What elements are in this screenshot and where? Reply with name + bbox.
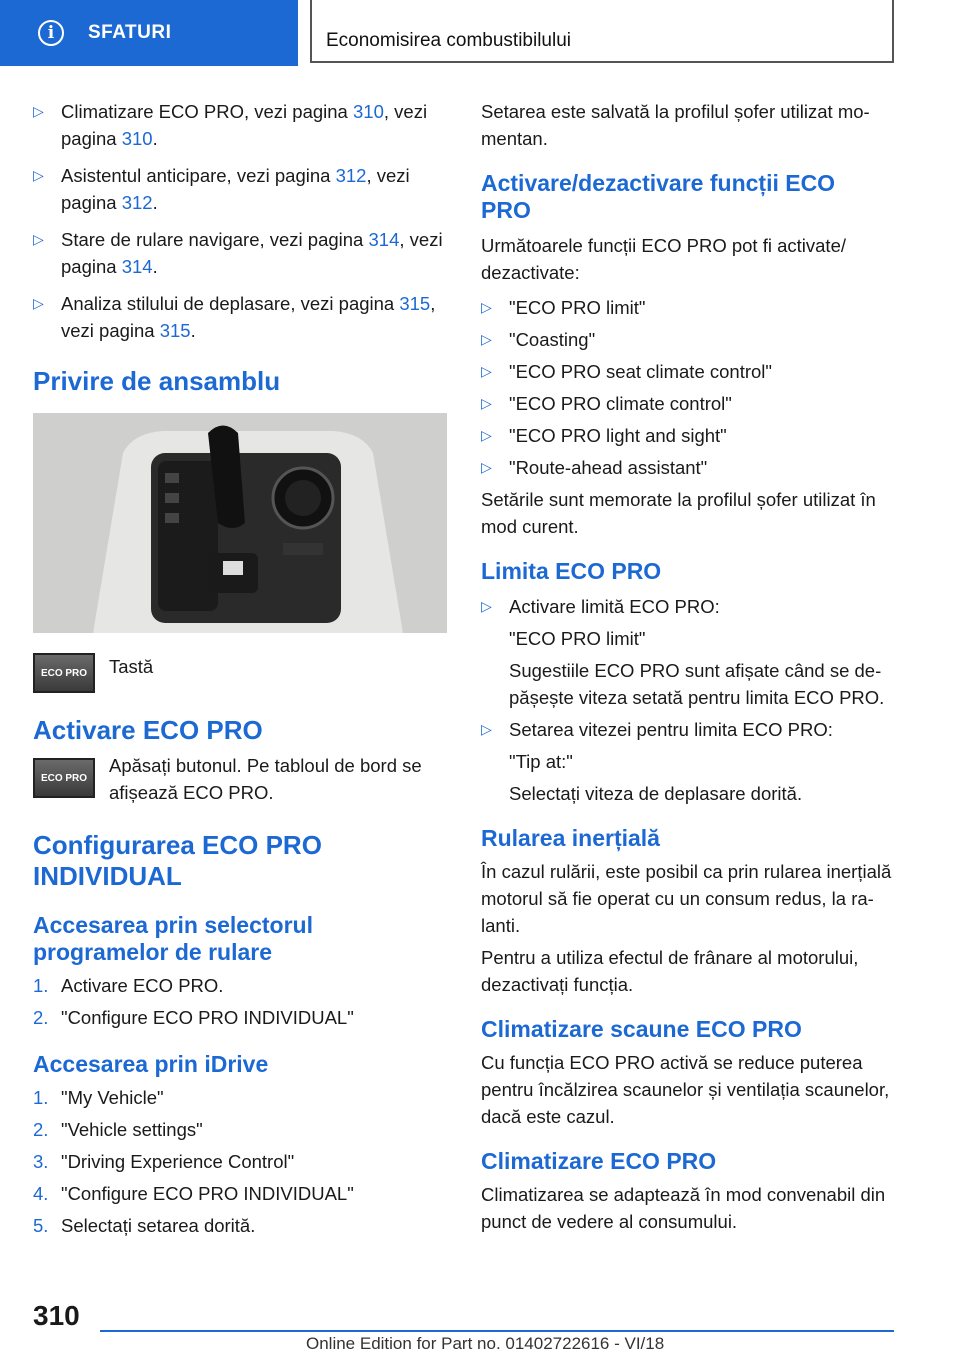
- list-item: 1. Activare ECO PRO.: [33, 975, 224, 996]
- paragraph: Setarea este salvată la profilul șofer utilizat momentan.: [481, 101, 870, 149]
- triangle-bullet-icon: ▷: [481, 721, 492, 737]
- paragraph: Setările sunt memorate la profilul șofer utilizat în mod curent.: [481, 489, 876, 537]
- paragraph: În cazul rulării, este posibil ca prin rularea inerțială motorul să fie operat cu un consum redus, la ralanti.: [481, 861, 892, 936]
- list-item: 2. "Configure ECO PRO INDIVIDUAL": [33, 1007, 354, 1028]
- triangle-bullet-icon: ▷: [33, 295, 44, 311]
- page-link[interactable]: 314: [368, 229, 400, 250]
- list-item: 5. Selectați setarea dorită.: [33, 1215, 256, 1236]
- triangle-bullet-icon: ▷: [33, 167, 44, 183]
- page-link[interactable]: 312: [121, 192, 153, 213]
- list-item: 1. "My Vehicle": [33, 1087, 164, 1108]
- center-console-illustration: [33, 413, 447, 633]
- footer-rule: [100, 1330, 894, 1332]
- list-item: 3. "Driving Experience Control": [33, 1151, 295, 1172]
- list-item: ▷ "ECO PRO light and sight": [481, 422, 897, 449]
- triangle-bullet-icon: ▷: [481, 331, 492, 347]
- info-icon: i: [38, 20, 64, 46]
- page-link[interactable]: 312: [335, 165, 367, 186]
- triangle-bullet-icon: ▷: [481, 395, 492, 411]
- center-console-photo: [33, 413, 447, 633]
- list-item: ▷ "ECO PRO limit": [481, 294, 897, 321]
- paragraph: Climatizarea se adaptează în mod convenabil din punct de vedere al consumului.: [481, 1184, 886, 1232]
- triangle-bullet-icon: ▷: [481, 598, 492, 614]
- key-legend: [33, 653, 447, 693]
- section-heading: Privire de ansamblu: [33, 366, 281, 396]
- list-item: ▷ "Route-ahead assistant": [481, 454, 897, 481]
- list-item: 4. "Configure ECO PRO INDIVIDUAL": [33, 1183, 354, 1204]
- page-number: 310: [33, 1300, 80, 1331]
- section-heading: Activare ECO PRO: [33, 715, 263, 745]
- eco-pro-button-icon: ECO PRO: [33, 758, 95, 798]
- section-label: SFATURI: [88, 22, 172, 43]
- chapter-title: Economisirea combustibilului: [326, 30, 571, 51]
- triangle-bullet-icon: ▷: [481, 459, 492, 475]
- list-item: ▷ Activare limită ECO PRO: "ECO PRO limit" Sugestiile ECO PRO sunt afișate când se depășește viteza setată pentru limita ECO PRO.: [481, 593, 897, 711]
- subsection-heading: Accesarea prin selectorul programelor de rulare: [33, 912, 313, 965]
- activate-row: [33, 752, 447, 806]
- page-link[interactable]: 315: [159, 320, 191, 341]
- page-link[interactable]: 310: [353, 101, 384, 122]
- subsection-heading: Activare/dezactivare funcții ECO PRO: [481, 170, 836, 223]
- subsection-heading: Rularea inerțială: [481, 825, 660, 851]
- eco-pro-button-icon: ECO PRO: [33, 653, 95, 693]
- list-item: 2. "Vehicle settings": [33, 1119, 203, 1140]
- triangle-bullet-icon: ▷: [33, 231, 44, 247]
- list-item: ▷ Analiza stilului de deplasare, vezi pagina 315, vezi pagina 315.: [33, 290, 447, 344]
- triangle-bullet-icon: ▷: [481, 299, 492, 315]
- triangle-bullet-icon: ▷: [481, 363, 492, 379]
- left-column: [33, 98, 447, 1239]
- section-heading: Configurarea ECO PRO INDIVIDUAL: [33, 830, 322, 891]
- list-item: ▷ Setarea vitezei pentru limita ECO PRO: "Tip at:" Selectați viteza de deplasare dorită.: [481, 716, 897, 807]
- activate-text: Apăsați butonul. Pe tabloul de bord se afișează ECO PRO.: [109, 755, 422, 803]
- list-item: ▷ "ECO PRO climate control": [481, 390, 897, 417]
- paragraph: Cu funcția ECO PRO activă se reduce puterea pentru încălzirea scaunelor și ventilația scaunelor, dacă este cazul.: [481, 1052, 890, 1127]
- paragraph: Următoarele funcții ECO PRO pot fi activate/ dezactivate:: [481, 235, 846, 283]
- section-tab: [0, 0, 298, 66]
- subsection-heading: Climatizare scaune ECO PRO: [481, 1016, 802, 1042]
- list-item: ▷ "ECO PRO seat climate control": [481, 358, 897, 385]
- chapter-title-box: [310, 0, 894, 63]
- triangle-bullet-icon: ▷: [481, 427, 492, 443]
- page-link[interactable]: 310: [121, 128, 153, 149]
- page-link[interactable]: 314: [121, 256, 153, 277]
- subsection-heading: Limita ECO PRO: [481, 558, 662, 584]
- triangle-bullet-icon: ▷: [33, 103, 44, 119]
- page-header: [0, 0, 960, 66]
- list-item: ▷ Stare de rulare navigare, vezi pagina 314, vezi pagina 314.: [33, 226, 447, 280]
- key-caption: Tastă: [109, 656, 154, 677]
- page-link[interactable]: 315: [399, 293, 431, 314]
- list-item: ▷ Asistentul anticipare, vezi pagina 312, vezi pagina 312.: [33, 162, 447, 216]
- list-item: ▷ Climatizare ECO PRO, vezi pagina 310, vezi pagina 310.: [33, 98, 447, 152]
- subsection-heading: Accesarea prin iDrive: [33, 1051, 269, 1077]
- list-item: ▷ "Coasting": [481, 326, 897, 353]
- right-column: [481, 98, 897, 1235]
- edition-text: Online Edition for Part no. 01402722616 - VI/18: [306, 1334, 665, 1353]
- paragraph: Pentru a utiliza efectul de frânare al motorului, dezactivați funcția.: [481, 947, 859, 995]
- subsection-heading: Climatizare ECO PRO: [481, 1148, 717, 1174]
